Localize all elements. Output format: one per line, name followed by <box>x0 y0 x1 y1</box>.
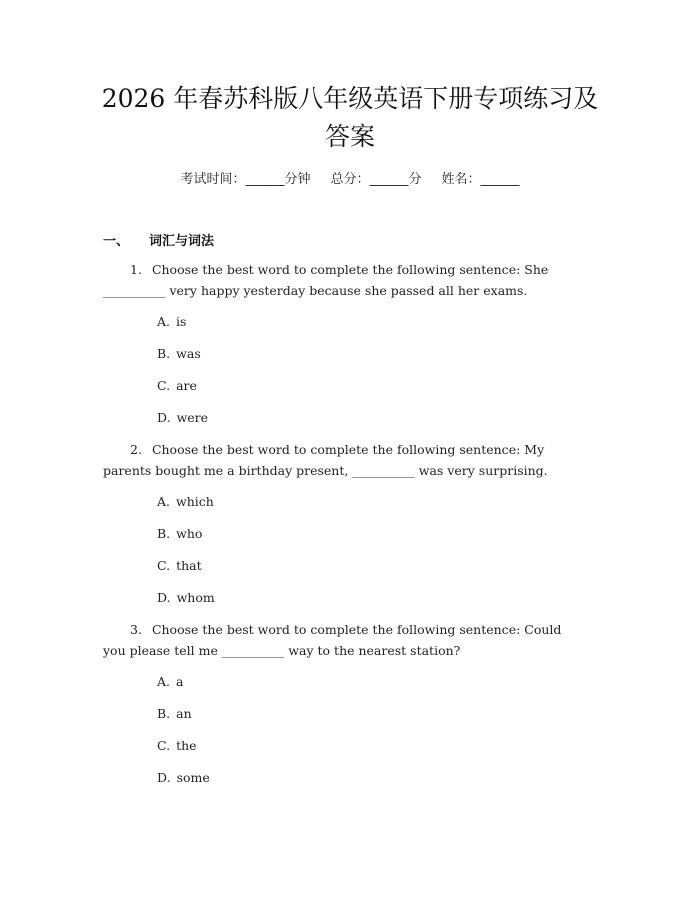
title-line-1: 2026 年春苏科版八年级英语下册专项练习及 <box>101 84 599 113</box>
question-number: 3. <box>130 622 142 637</box>
question-3-option-d: D. some <box>157 770 210 785</box>
document-title <box>80 80 620 156</box>
question-text-line2: __________ very happy yesterday because she passed all her exams. <box>103 283 528 298</box>
question-1-option-d: D. were <box>157 410 209 425</box>
question-2-option-b: B. who <box>157 526 203 541</box>
question-2-option-a: A. which <box>157 494 214 509</box>
question-3 <box>103 619 593 661</box>
question-text-line1: Choose the best word to complete the following sentence: Could <box>151 622 562 637</box>
question-3-option-b: B. an <box>157 706 192 721</box>
total-score: 总分：______分 <box>330 172 422 187</box>
question-3-option-a: A. a <box>157 674 184 689</box>
question-1 <box>103 259 593 301</box>
student-name: 姓名：______ <box>441 172 520 187</box>
section-number: 一、 <box>103 234 130 249</box>
question-text-line1: Choose the best word to complete the following sentence: My <box>151 442 545 457</box>
question-1-option-b: B. was <box>157 346 201 361</box>
section-title: 词汇与词法 <box>149 234 215 249</box>
exam-meta <box>0 168 700 187</box>
question-number: 1. <box>130 262 142 277</box>
exam-time: 考试时间：______分钟 <box>180 172 311 187</box>
title-line-2: 答案 <box>324 122 375 151</box>
question-text-line2: parents bought me a birthday present, __________ was very surprising. <box>103 463 548 478</box>
section-heading <box>103 230 214 249</box>
question-text-line1: Choose the best word to complete the following sentence: She <box>151 262 549 277</box>
question-1-option-a: A. is <box>157 314 187 329</box>
question-3-option-c: C. the <box>157 738 197 753</box>
question-1-option-c: C. are <box>157 378 197 393</box>
question-text-line2: you please tell me __________ way to the nearest station? <box>103 643 461 658</box>
question-number: 2. <box>130 442 142 457</box>
question-2-option-d: D. whom <box>157 590 215 605</box>
question-2 <box>103 439 593 481</box>
question-2-option-c: C. that <box>157 558 202 573</box>
